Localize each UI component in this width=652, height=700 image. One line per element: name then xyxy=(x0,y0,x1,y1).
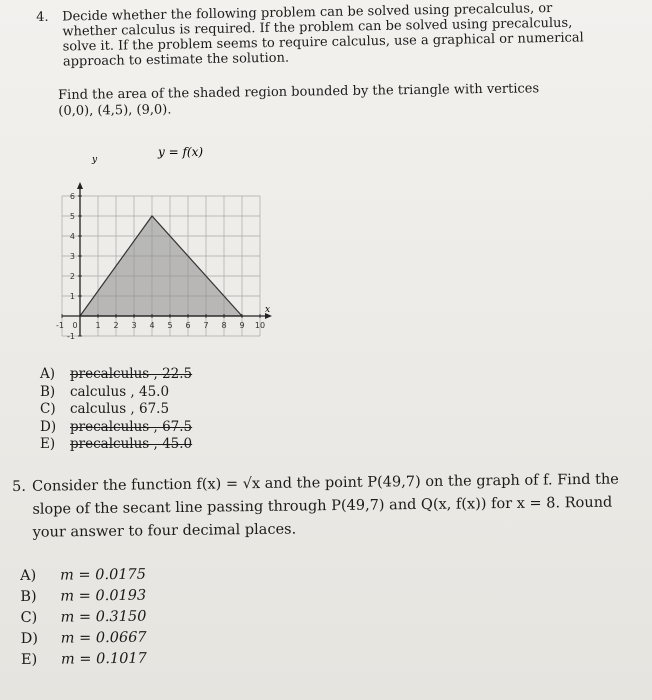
choice-text-struck: precalculus , 22.5 xyxy=(70,366,193,382)
choice-text: m = 0.3150 xyxy=(60,608,147,626)
choice-label: A) xyxy=(40,366,56,382)
choice-text: m = 0.0193 xyxy=(60,587,147,605)
x-tick-label: 4 xyxy=(149,321,155,330)
x-tick-label: 3 xyxy=(131,321,137,330)
x-tick-label: 6 xyxy=(185,321,191,330)
y-axis-label: y xyxy=(92,155,98,165)
triangle-graph-svg xyxy=(50,140,280,360)
question-4 xyxy=(36,0,596,70)
x-axis-label: x xyxy=(265,305,271,315)
y-tick-label: -1 xyxy=(67,332,75,341)
x-tick-label: 8 xyxy=(221,321,227,330)
question-5-text: Consider the function f(x) = √x and the point P(49,7) on the graph of f. Find the slope of the secant line passing through P(49,7) and Q(x, f(x)) for x = 8. Round your answer to four decimal places. xyxy=(32,471,619,541)
question-4-instructions: Decide whether the following problem can be solved using precalculus, or whether calculus is required. If the problem can be solved using precalculus, solve it. If the problem seems to require calculus, use a graphical or numerical approach to estimate the solution. xyxy=(61,0,584,70)
y-tick-label: 6 xyxy=(69,192,75,201)
choice-label: D) xyxy=(20,630,39,647)
x-tick-label: -1 xyxy=(56,321,64,330)
y-tick-label: 1 xyxy=(69,292,75,301)
graph-title: y = f(x) xyxy=(158,145,204,159)
choice-5e[interactable] xyxy=(21,649,147,671)
question-5-number: 5. xyxy=(12,478,27,495)
y-tick-label: 5 xyxy=(69,212,75,221)
x-tick-label: 7 xyxy=(203,321,209,330)
x-tick-label: 2 xyxy=(113,321,119,330)
choice-4b[interactable] xyxy=(40,384,192,402)
question-4-number: 4. xyxy=(36,9,49,25)
shaded-triangle-region xyxy=(80,216,242,316)
y-tick-label: 3 xyxy=(69,252,75,261)
choice-label: B) xyxy=(40,383,56,400)
x-tick-label: 5 xyxy=(167,321,173,330)
choice-label: E) xyxy=(40,436,56,452)
y-axis-arrow xyxy=(77,182,83,189)
choice-text: calculus , 45.0 xyxy=(70,383,170,400)
choice-5b[interactable] xyxy=(20,586,146,608)
y-tick-label: 4 xyxy=(69,232,75,241)
choice-5a[interactable] xyxy=(20,565,146,587)
choice-4d[interactable] xyxy=(40,419,192,437)
choice-text: calculus , 67.5 xyxy=(70,401,170,417)
choice-4e[interactable] xyxy=(40,436,192,454)
triangle-graph xyxy=(50,140,280,360)
y-tick-label: 2 xyxy=(69,272,75,281)
question-5-choices xyxy=(20,565,147,671)
choice-4c[interactable] xyxy=(40,401,192,419)
choice-5c[interactable] xyxy=(20,607,146,629)
choice-4a[interactable] xyxy=(40,366,192,384)
x-tick-label: 9 xyxy=(239,321,245,330)
choice-text-struck: precalculus , 67.5 xyxy=(70,418,193,435)
choice-label: A) xyxy=(20,567,37,584)
choice-text: m = 0.1017 xyxy=(60,650,147,668)
choice-label: E) xyxy=(20,651,38,668)
question-4-problem: Find the area of the shaded region bounded by the triangle with vertices (0,0), (4,5), (9,0). xyxy=(58,81,540,119)
x-tick-label: 10 xyxy=(254,321,266,330)
choice-label: C) xyxy=(40,401,56,417)
choice-label: B) xyxy=(20,588,37,605)
x-tick-label: 0 xyxy=(72,321,78,330)
choice-text: m = 0.0175 xyxy=(60,566,147,584)
choice-5d[interactable] xyxy=(21,628,147,650)
x-tick-label: 1 xyxy=(95,321,101,330)
question-4-choices xyxy=(40,366,192,454)
choice-label: D) xyxy=(40,418,57,435)
question-5 xyxy=(12,469,622,541)
choice-text: m = 0.0667 xyxy=(60,629,147,647)
choice-label: C) xyxy=(20,609,38,626)
choice-text-struck: precalculus , 45.0 xyxy=(70,436,193,452)
